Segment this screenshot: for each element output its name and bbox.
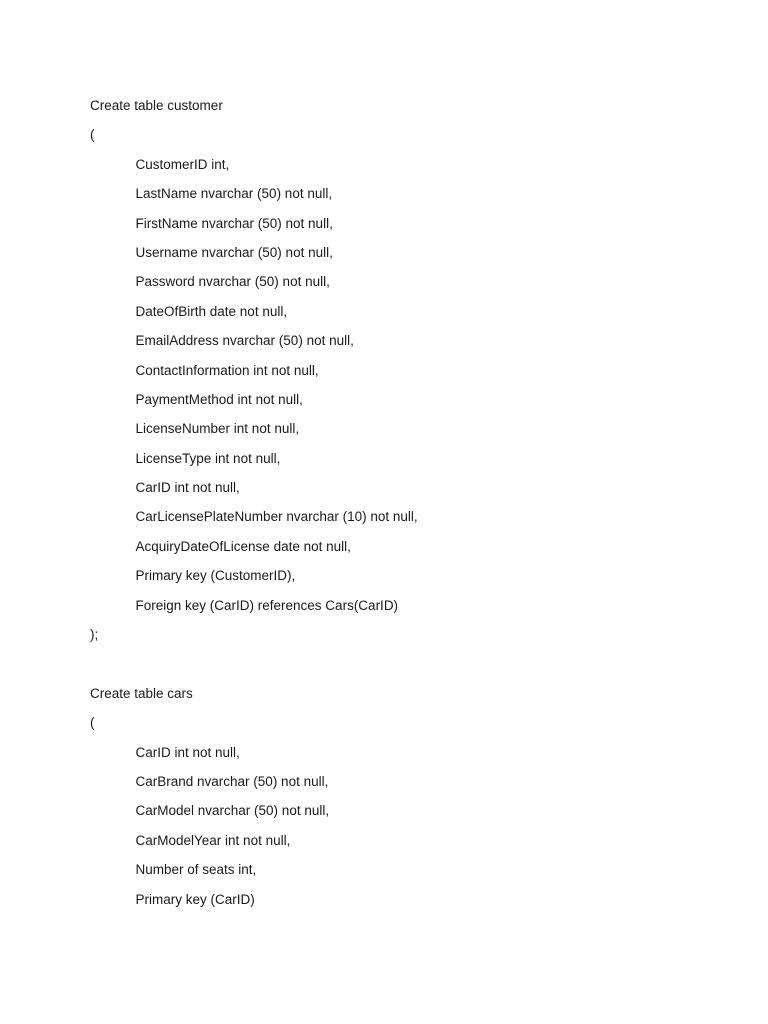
customer-column-line: EmailAddress nvarchar (50) not null, [135,333,354,349]
customer-column-line: Password nvarchar (50) not null, [135,274,330,290]
customer-table-header: Create table customer [90,98,223,113]
cars-column-line: CarModel nvarchar (50) not null, [135,803,330,819]
customer-table-open-paren: ( [90,127,95,143]
customer-foreign-key-line: Foreign key (CarID) references Cars(CarID) [135,597,399,613]
sql-document [90,91,730,914]
customer-table-close-paren: ); [90,627,99,643]
customer-column-line: CarLicensePlateNumber nvarchar (10) not null, [135,509,418,525]
customer-column-line: CustomerID int, [135,156,230,172]
customer-column-line: PaymentMethod int not null, [135,391,303,407]
customer-column-line: DateOfBirth date not null, [135,303,288,319]
cars-table-header: Create table cars [90,685,193,701]
customer-column-line: AcquiryDateOfLicense date not null, [135,538,351,554]
customer-column-line: Username nvarchar (50) not null, [135,244,333,260]
section-gap [90,649,730,678]
customer-column-line: LicenseType int not null, [135,450,281,466]
cars-column-line: CarModelYear int not null, [135,832,291,848]
customer-column-line: CarID int not null, [135,480,240,496]
customer-column-line: LicenseNumber int not null, [135,421,300,437]
customer-primary-key-line: Primary key (CustomerID), [135,568,296,584]
cars-table-open-paren: ( [90,715,95,731]
cars-column-line: Number of seats int, [135,862,257,878]
customer-column-line: ContactInformation int not null, [135,362,319,378]
customer-column-line: FirstName nvarchar (50) not null, [135,215,333,231]
customer-column-line: LastName nvarchar (50) not null, [135,186,333,202]
cars-column-line: CarBrand nvarchar (50) not null, [135,773,329,789]
cars-primary-key-line: Primary key (CarID) [135,891,255,907]
cars-column-line: CarID int not null, [135,744,240,760]
